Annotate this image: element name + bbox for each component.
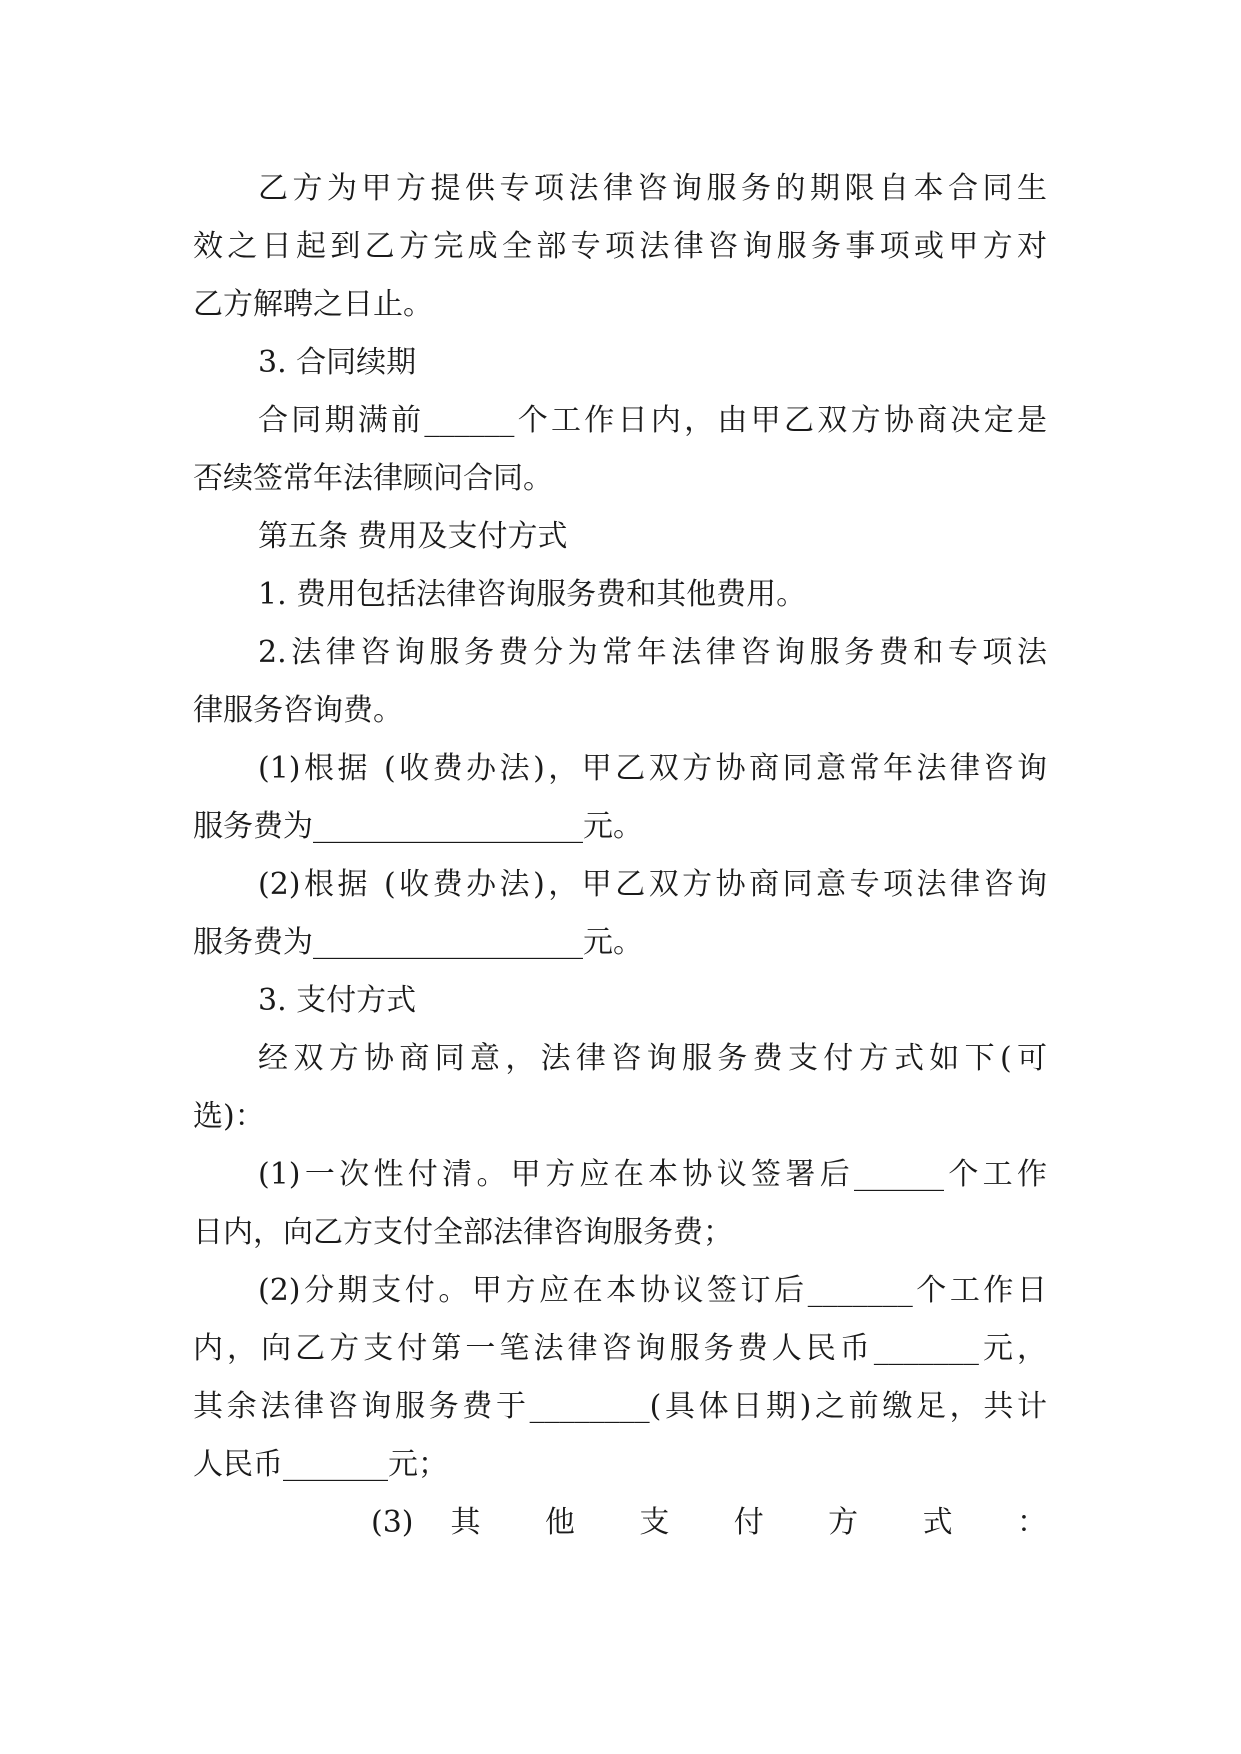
paragraph-line: 1. 费用包括法律咨询服务费和其他费用。 xyxy=(258,577,807,612)
paragraph-line: 服务费为__________________元。 xyxy=(193,925,643,960)
paragraph-line: 律服务咨询费。 xyxy=(193,693,403,728)
paragraph-line: 内，向乙方支付第一笔法律咨询服务费人民币_______元， xyxy=(193,1331,1047,1366)
paragraph-line: 选)： xyxy=(193,1099,265,1134)
paragraph-line: (2)分期支付。甲方应在本协议签订后_______个工作日 xyxy=(258,1273,1047,1308)
paragraph-line: 3. 支付方式 xyxy=(258,983,417,1018)
document-body xyxy=(193,160,1047,1552)
paragraph-line: 否续签常年法律顾问合同。 xyxy=(193,461,553,496)
paragraph-line: 效之日起到乙方完成全部专项法律咨询服务事项或甲方对 xyxy=(193,229,1047,264)
paragraph-line: 合同期满前______个工作日内，由甲乙双方协商决定是 xyxy=(258,403,1047,438)
paragraph-line: 经双方协商同意，法律咨询服务费支付方式如下(可 xyxy=(258,1041,1047,1076)
paragraph-line: (1)一次性付清。甲方应在本协议签署后______个工作 xyxy=(258,1157,1047,1192)
paragraph-line: 第五条 费用及支付方式 xyxy=(258,519,568,554)
paragraph-line: 乙方为甲方提供专项法律咨询服务的期限自本合同生 xyxy=(258,171,1047,206)
paragraph-line: 人民币_______元； xyxy=(193,1447,448,1482)
paragraph-line: 3. 合同续期 xyxy=(258,345,417,380)
paragraph-line: (2)根据 (收费办法)，甲乙双方协商同意专项法律咨询 xyxy=(258,867,1047,902)
paragraph-line: 2.法律咨询服务费分为常年法律咨询服务费和专项法 xyxy=(258,635,1047,670)
paragraph-line: 其余法律咨询服务费于________(具体日期)之前缴足，共计 xyxy=(193,1389,1047,1424)
paragraph-line: 乙方解聘之日止。 xyxy=(193,287,433,322)
paragraph-line: (1)根据 (收费办法)，甲乙双方协商同意常年法律咨询 xyxy=(258,751,1047,786)
paragraph-line: 日内，向乙方支付全部法律咨询服务费； xyxy=(193,1215,733,1250)
paragraph-line: 服务费为__________________元。 xyxy=(193,809,643,844)
paragraph-line: (3) 其 他 支 付 方 式 ： xyxy=(371,1505,1047,1540)
